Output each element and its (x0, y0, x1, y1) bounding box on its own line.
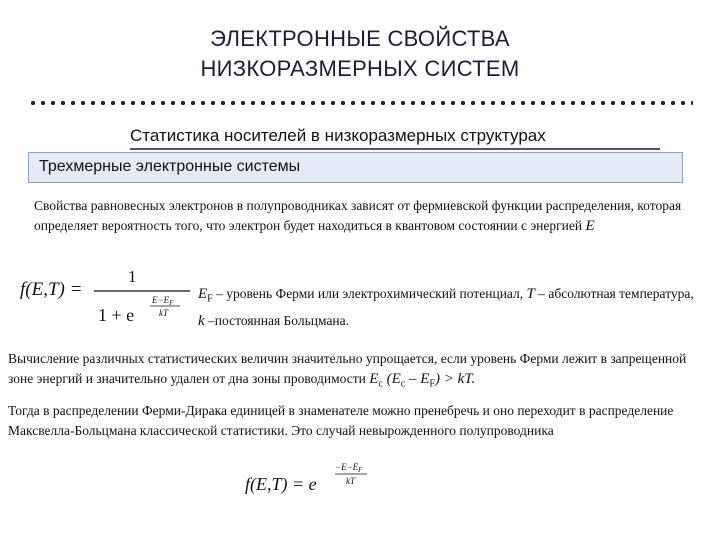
paragraph-nondegenerate-condition (8, 349, 713, 395)
desc-part-3: –постоянная Больцмана. (204, 312, 350, 328)
section-heading: Статистика носителей в низкоразмерных структурах (130, 126, 546, 145)
section-heading-underline (130, 148, 660, 150)
mb-exponent-top: $-E-E_F$ (335, 462, 363, 474)
maxwell-boltzmann-formula (243, 460, 373, 500)
subtitle-box (28, 152, 683, 183)
condition-close: ) > kT. (434, 371, 476, 387)
desc-part-2: – абсолютная температура, (534, 286, 694, 301)
condition-mid: – E (405, 371, 430, 387)
paragraph-condition-text: Вычисление различных статистических величин значительно упрощается, если уровень Ферми лежит в запрещенной зоне энергий и значительно удален от дна зоны проводимости (8, 351, 687, 386)
desc-part-1: – уровень Ферми или электрохимический потенциал, (212, 286, 527, 301)
paragraph-fermi-intro (34, 196, 699, 236)
paragraph-fermi-intro-text: Свойства равновесных электронов в полупроводниках зависят от фермиевской функции распределения, которая определяет вероятность того, что электрон будет находиться в квантовом состоянии с энергией (34, 198, 682, 233)
mb-lhs: f(E,T) = e (245, 474, 317, 494)
ec-subscript: c (378, 378, 383, 390)
condition-sub-f: F (429, 378, 435, 390)
temperature-symbol: T (526, 286, 535, 302)
fd-lhs: f(E,T) = (20, 279, 83, 300)
condition-sub-c: c (400, 378, 406, 390)
formula1-description (198, 283, 698, 332)
fermi-level-symbol: E (198, 286, 208, 302)
dotted-divider (28, 98, 693, 108)
paragraph-maxwell-boltzmann (8, 401, 713, 441)
fd-denominator-base: 1 + e (98, 305, 135, 325)
condition-open: (E (382, 371, 401, 387)
subtitle-text: Трехмерные электронные системы (39, 158, 301, 175)
slide-title-line-1: ЭЛЕКТРОННЫЕ СВОЙСТВА (210, 26, 510, 51)
energy-symbol: E (585, 218, 595, 234)
paragraph-mb-text: Тогда в распределении Ферми-Дирака единицей в знаменателе можно пренебречь и оно переходит в распределение Максвелла-Больцмана классической статистики. Это случай невырожденного полупроводника (8, 403, 674, 438)
mb-exponent-bottom: kT (346, 476, 355, 486)
fd-numerator: 1 (128, 267, 137, 286)
slide-title-line-2: НИЗКОРАЗМЕРНЫХ СИСТЕМ (200, 56, 520, 81)
fermi-level-subscript: F (207, 293, 213, 305)
slide-title (0, 24, 720, 84)
fd-exponent-top: $E-E_F$ (152, 295, 174, 307)
ec-symbol: E (369, 371, 379, 387)
boltzmann-symbol: k (198, 312, 205, 329)
fermi-dirac-formula (18, 265, 193, 335)
fd-exponent-bottom: kT (159, 308, 168, 318)
